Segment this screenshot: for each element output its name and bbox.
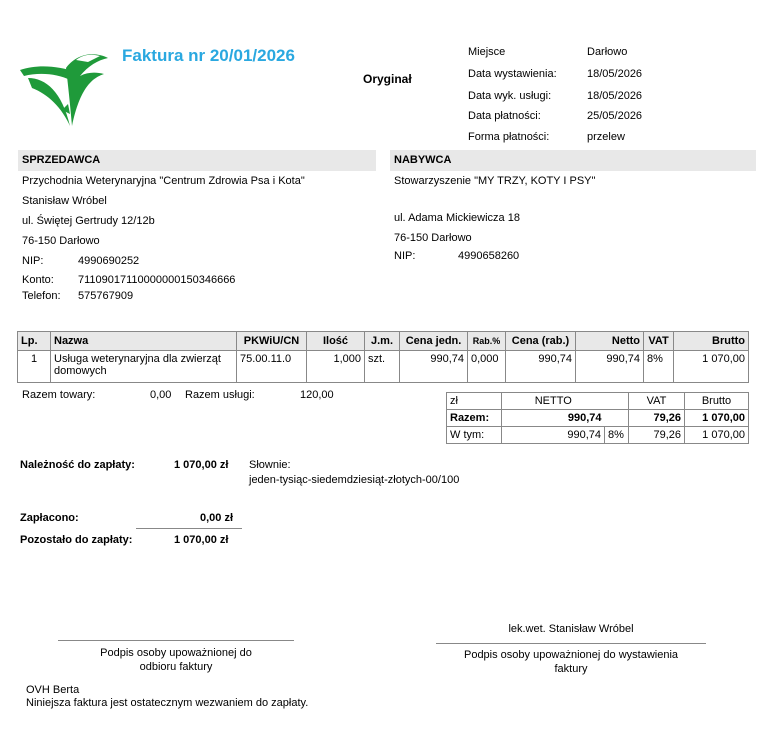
cell-discount: 0,000 [468, 351, 506, 383]
services-total-label: Razem usługi: [185, 389, 255, 401]
seller-heading: SPRZEDAWCA [18, 150, 376, 171]
summary-brutto-label: Brutto [685, 393, 749, 410]
seller-konto-label: Konto: [22, 274, 54, 286]
due-value: 1 070,00 zł [174, 459, 229, 471]
col-gross: Brutto [674, 332, 749, 351]
summary-wtym-vat: 79,26 [629, 427, 685, 444]
seller-tel: 575767909 [78, 290, 134, 302]
col-lp: Lp. [18, 332, 51, 351]
items-header-row [18, 332, 749, 351]
issuer-signature-line [436, 643, 706, 644]
summary-currency: zł [447, 393, 502, 410]
buyer-name: Stowarzyszenie "MY TRZY, KOTY I PSY" [394, 175, 596, 187]
receiver-signature-caption-2: odbioru faktury [139, 661, 213, 673]
cell-gross: 1 070,00 [674, 351, 749, 383]
invoice-title: Faktura nr 20/01/2026 [122, 46, 295, 65]
cell-qty: 1,000 [307, 351, 365, 383]
summary-wtym-brutto: 1 070,00 [685, 427, 749, 444]
paid-divider [136, 528, 242, 529]
words-value: jeden-tysiąc-siedemdziesiąt-złotych-00/100 [249, 474, 460, 486]
buyer-city: 76-150 Darłowo [394, 232, 472, 244]
paid-value: 0,00 zł [200, 512, 234, 524]
seller-nip-label: NIP: [22, 255, 44, 267]
col-pkwiu: PKWiU/CN [237, 332, 307, 351]
footer-line-2: Niniejsza faktura jest ostatecznym wezwaniem do zapłaty. [26, 697, 309, 709]
cell-lp: 1 [18, 351, 51, 383]
summary-header-row [447, 393, 749, 410]
meta-label-issue-date: Data wystawienia: [468, 68, 557, 80]
summary-vat-label: VAT [629, 393, 685, 410]
cell-name: Usługa weterynaryjna dla zwierząt domowych [51, 351, 237, 383]
summary-razem-netto: 990,74 [502, 410, 605, 427]
table-row [18, 351, 749, 383]
meta-label-service-date: Data wyk. usługi: [468, 90, 552, 102]
seller-city: 76-150 Darłowo [22, 235, 100, 247]
col-vat: VAT [644, 332, 674, 351]
col-unit: J.m. [365, 332, 400, 351]
receiver-signature-caption-1: Podpis osoby upoważnionej do [100, 647, 252, 659]
meta-label-payment-date: Data płatności: [468, 110, 541, 122]
col-discount: Rab.% [468, 332, 506, 351]
cell-net: 990,74 [576, 351, 644, 383]
meta-value-payment-date: 25/05/2026 [587, 110, 643, 122]
col-price-discounted: Cena (rab.) [506, 332, 576, 351]
summary-wtym-rate: 8% [605, 427, 629, 444]
goods-total-value: 0,00 [150, 389, 172, 401]
remaining-value: 1 070,00 zł [174, 534, 229, 546]
cell-price: 990,74 [400, 351, 468, 383]
buyer-nip-label: NIP: [394, 250, 416, 262]
cell-unit: szt. [365, 351, 400, 383]
services-total-value: 120,00 [300, 389, 334, 401]
col-name: Nazwa [51, 332, 237, 351]
issuer-signature-caption-2: faktury [554, 663, 588, 675]
remaining-label: Pozostało do zapłaty: [20, 534, 133, 546]
due-label: Należność do zapłaty: [20, 459, 135, 471]
seller-person: Stanisław Wróbel [22, 195, 107, 207]
receiver-signature-line [58, 640, 294, 641]
goods-total-label: Razem towary: [22, 389, 96, 401]
seller-konto: 71109017110000000150346666 [78, 274, 236, 286]
col-net: Netto [576, 332, 644, 351]
buyer-street: ul. Adama Mickiewicza 18 [394, 212, 520, 224]
summary-netto-label: NETTO [502, 393, 605, 410]
meta-value-place: Darłowo [587, 46, 628, 58]
meta-label-place: Miejsce [468, 46, 506, 58]
meta-value-service-date: 18/05/2026 [587, 90, 643, 102]
summary-total-row [447, 410, 749, 427]
issuer-name: lek.wet. Stanisław Wróbel [508, 623, 634, 635]
company-logo [18, 48, 110, 128]
summary-razem-brutto: 1 070,00 [685, 410, 749, 427]
meta-value-issue-date: 18/05/2026 [587, 68, 643, 80]
summary-wtym-netto: 990,74 [502, 427, 605, 444]
summary-table [446, 392, 749, 444]
issuer-signature-caption-1: Podpis osoby upoważnionej do wystawienia [463, 649, 679, 661]
footer-line-1: OVH Berta [26, 684, 80, 696]
col-qty: Ilość [307, 332, 365, 351]
summary-razem-label: Razem: [447, 410, 502, 427]
meta-value-payment-method: przelew [587, 131, 625, 143]
items-table [17, 331, 749, 383]
cell-vat: 8% [644, 351, 674, 383]
seller-tel-label: Telefon: [22, 290, 61, 302]
seller-name: Przychodnia Weterynaryjna "Centrum Zdrowia Psa i Kota" [22, 175, 305, 187]
buyer-nip: 4990658260 [458, 250, 520, 262]
cell-price-discounted: 990,74 [506, 351, 576, 383]
summary-wtym-label: W tym: [447, 427, 502, 444]
meta-label-payment-method: Forma płatności: [468, 131, 550, 143]
seller-nip: 4990690252 [78, 255, 140, 267]
cell-pkwiu: 75.00.11.0 [237, 351, 307, 383]
words-label: Słownie: [249, 459, 291, 471]
seller-street: ul. Świętej Gertrudy 12/12b [22, 215, 155, 227]
paid-label: Zapłacono: [20, 512, 79, 524]
col-price: Cena jedn. [400, 332, 468, 351]
summary-breakdown-row [447, 427, 749, 444]
buyer-heading: NABYWCA [390, 150, 756, 171]
summary-razem-vat: 79,26 [629, 410, 685, 427]
original-label: Oryginał [363, 72, 412, 86]
